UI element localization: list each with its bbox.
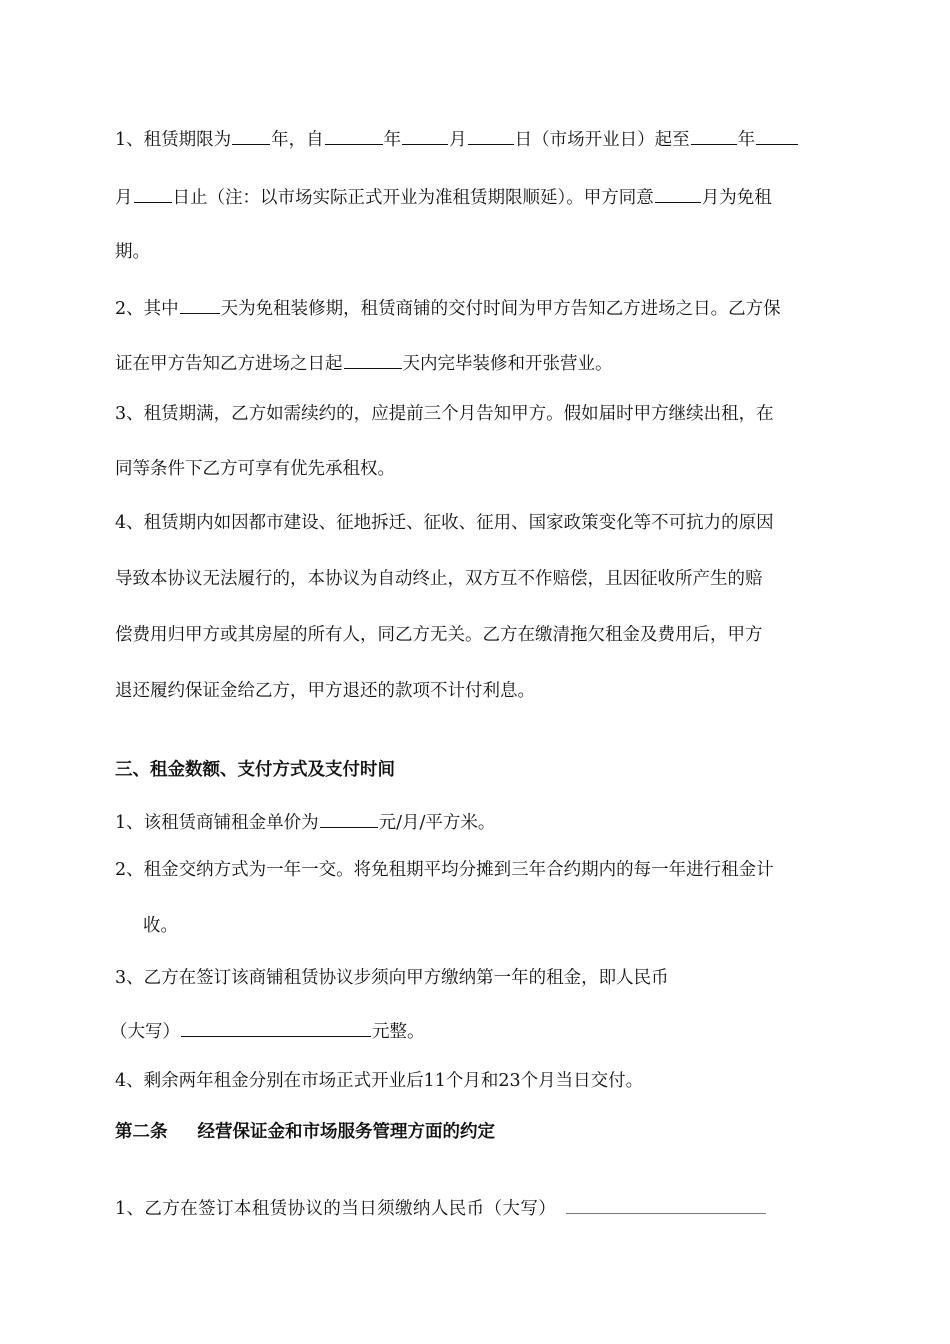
text: 证在甲方告知乙方进场之日起 (115, 354, 343, 374)
text: 月 (449, 130, 467, 150)
rent-item-4: 4、剩余两年租金分别在市场正式开业后11个月和23个月当日交付。 (115, 1071, 644, 1091)
blank-field (325, 126, 383, 145)
text: 年 (383, 130, 402, 150)
rent-item-2-line-2: 收。 (143, 916, 178, 936)
text: 1、租赁期限为 (115, 130, 232, 150)
force-majeure-line-1: 4、租赁期内如因都市建设、征地拆迁、征收、征用、国家政策变化等不可抗力的原因 (115, 513, 774, 533)
blank-field (134, 184, 172, 203)
blank-field (344, 350, 402, 369)
blank-field (655, 184, 701, 203)
renovation-line-2 (115, 350, 613, 376)
blank-field (691, 126, 737, 145)
renewal-line-1: 3、租赁期满，乙方如需续约的，应提前三个月告知甲方。假如届时甲方继续出租，在 (115, 404, 774, 424)
renewal-line-2: 同等条件下乙方可享有优先承租权。 (115, 459, 395, 479)
text: 日（市场开业日）起至 (514, 130, 690, 150)
text: 月 (115, 188, 133, 208)
blank-field (756, 126, 798, 145)
blank-field (180, 295, 220, 314)
blank-field (402, 126, 448, 145)
article-title: 经营保证金和市场服务管理方面的约定 (197, 1122, 495, 1142)
force-majeure-line-4: 退还履约保证金给乙方，甲方退还的款项不计付利息。 (115, 681, 535, 701)
rent-item-1 (115, 809, 495, 835)
text: 1、乙方在签订本租赁协议的当日须缴纳人民币（大写） (115, 1199, 557, 1219)
force-majeure-line-3: 偿费用归甲方或其房屋的所有人，同乙方无关。乙方在缴清拖欠租金及费用后，甲方 (115, 625, 763, 645)
text: （大写） (110, 1022, 180, 1042)
rent-item-3-line-1: 3、乙方在签订该商铺租赁协议步须向甲方缴纳第一年的租金，即人民币 (115, 968, 669, 988)
article-heading (115, 1120, 495, 1144)
text: 天内完毕装修和开张营业。 (402, 354, 613, 374)
blank-field (566, 1195, 766, 1214)
force-majeure-line-2: 导致本协议无法履行的，本协议为自动终止，双方互不作赔偿，且因征收所产生的赔 (115, 569, 763, 589)
renovation-line-1 (115, 295, 781, 321)
rent-item-3-line-2 (110, 1018, 425, 1044)
blank-field (468, 126, 514, 145)
text: 日止（注：以市场实际正式开业为准租赁期限顺延）。甲方同意 (172, 188, 654, 208)
text: 2、其中 (115, 299, 179, 319)
text: 天为免租装修期，租赁商铺的交付时间为甲方告知乙方进场之日。乙方保 (220, 299, 781, 319)
text: 年 (737, 130, 756, 150)
section-heading-rent: 三、租金数额、支付方式及支付时间 (115, 760, 395, 780)
text: 元/月/平方米。 (378, 813, 496, 833)
blank-field (181, 1018, 371, 1037)
article-number: 第二条 (115, 1122, 168, 1142)
lease-term-line-1 (115, 126, 799, 152)
rent-item-2-line-1: 2、租金交纳方式为一年一交。将免租期平均分摊到三年合约期内的每一年进行租金计 (115, 860, 774, 880)
text: 1、该租赁商铺租金单价为 (115, 813, 319, 833)
blank-field (232, 126, 270, 145)
lease-term-line-3: 期。 (115, 242, 150, 262)
deposit-item-1 (115, 1195, 766, 1221)
lease-term-line-2 (115, 184, 772, 210)
text: 月为免租 (701, 188, 772, 208)
text: 元整。 (372, 1022, 425, 1042)
text: 年，自 (271, 130, 324, 150)
blank-field (320, 809, 378, 828)
